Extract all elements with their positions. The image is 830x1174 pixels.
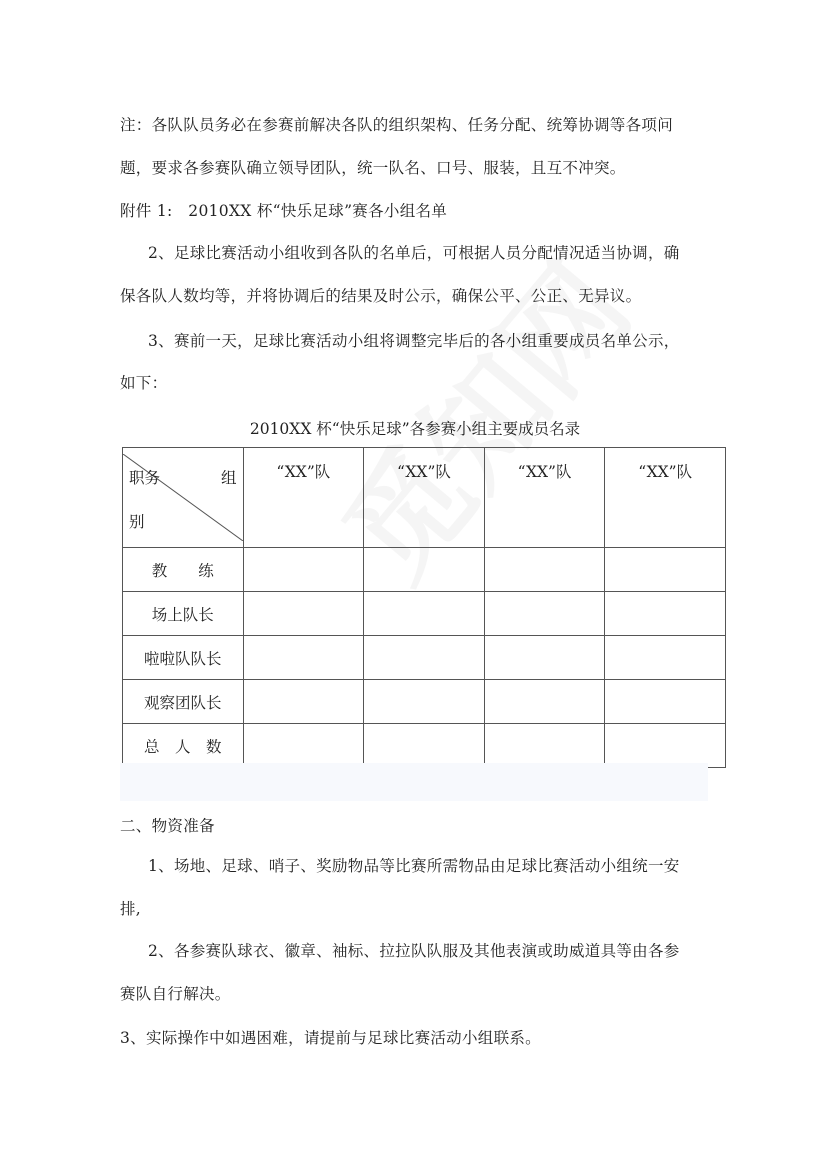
row-label: 啦啦队队长: [123, 636, 244, 680]
cell: [243, 636, 364, 680]
cell: [364, 592, 485, 636]
cell: [243, 592, 364, 636]
cell: [605, 636, 726, 680]
paragraph-2: 2、足球比赛活动小组收到各队的名单后，可根据人员分配情况适当协调，确: [148, 244, 680, 262]
section-heading-supplies: 二、物资准备: [120, 817, 215, 835]
paragraph-supplies-2: 2、各参赛队球衣、徽章、袖标、拉拉队队服及其他表演或助威道具等由各参: [148, 942, 680, 960]
shaded-band: [120, 763, 708, 801]
paragraph-2-cont: 保各队人数均等，并将协调后的结果及时公示，确保公平、公正、无异议。: [120, 287, 642, 305]
cell: [605, 592, 726, 636]
cell: [364, 548, 485, 592]
cell: [484, 680, 605, 724]
corner-label-duty: 职务: [129, 469, 161, 487]
team-header: “XX”队: [243, 448, 364, 548]
cell: [605, 680, 726, 724]
attachment-heading: 附件 1: 2010XX 杯“快乐足球”赛各小组名单: [120, 202, 448, 220]
paragraph-supplies-2-cont: 赛队自行解决。: [120, 985, 231, 1003]
corner-label-group: 组: [221, 469, 237, 487]
cell: [484, 548, 605, 592]
team-header: “XX”队: [484, 448, 605, 548]
paragraph-note-cont: 题，要求各参赛队确立领导团队，统一队名、口号、服装，且互不冲突。: [120, 159, 626, 177]
paragraph-supplies-1: 1、场地、足球、哨子、奖励物品等比赛所需物品由足球比赛活动小组统一安: [148, 857, 680, 875]
cell: [364, 724, 485, 768]
corner-cell: [123, 448, 244, 548]
corner-label-group-cont: 别: [129, 513, 145, 531]
table-row: [123, 592, 726, 636]
cell: [484, 636, 605, 680]
paragraph-3: 3、赛前一天，足球比赛活动小组将调整完毕后的各小组重要成员名单公示，: [148, 332, 680, 350]
table-row: [123, 548, 726, 592]
team-header: “XX”队: [605, 448, 726, 548]
table-header-row: [123, 448, 726, 548]
team-header: “XX”队: [364, 448, 485, 548]
cell: [364, 636, 485, 680]
paragraph-supplies-1-cont: 排,: [120, 900, 142, 918]
table-row: [123, 636, 726, 680]
paragraph-note: 注：各队队员务必在参赛前解决各队的组织架构、任务分配、统筹协调等各项问: [120, 116, 674, 134]
cell: [243, 724, 364, 768]
table-row: [123, 680, 726, 724]
cell: [605, 548, 726, 592]
row-label: 观察团队长: [123, 680, 244, 724]
cell: [484, 724, 605, 768]
table-row: [123, 724, 726, 768]
paragraph-supplies-3: 3、实际操作中如遇困难，请提前与足球比赛活动小组联系。: [120, 1029, 541, 1047]
cell: [364, 680, 485, 724]
row-label: 教 练: [123, 548, 244, 592]
table-title: 2010XX 杯“快乐足球”各参赛小组主要成员名录: [249, 420, 581, 438]
cell: [243, 680, 364, 724]
cell: [605, 724, 726, 768]
row-label: 场上队长: [123, 592, 244, 636]
cell: [243, 548, 364, 592]
cell: [484, 592, 605, 636]
members-table: [122, 447, 726, 768]
row-label: 总 人 数: [123, 724, 244, 768]
paragraph-3-cont: 如下：: [120, 374, 168, 392]
